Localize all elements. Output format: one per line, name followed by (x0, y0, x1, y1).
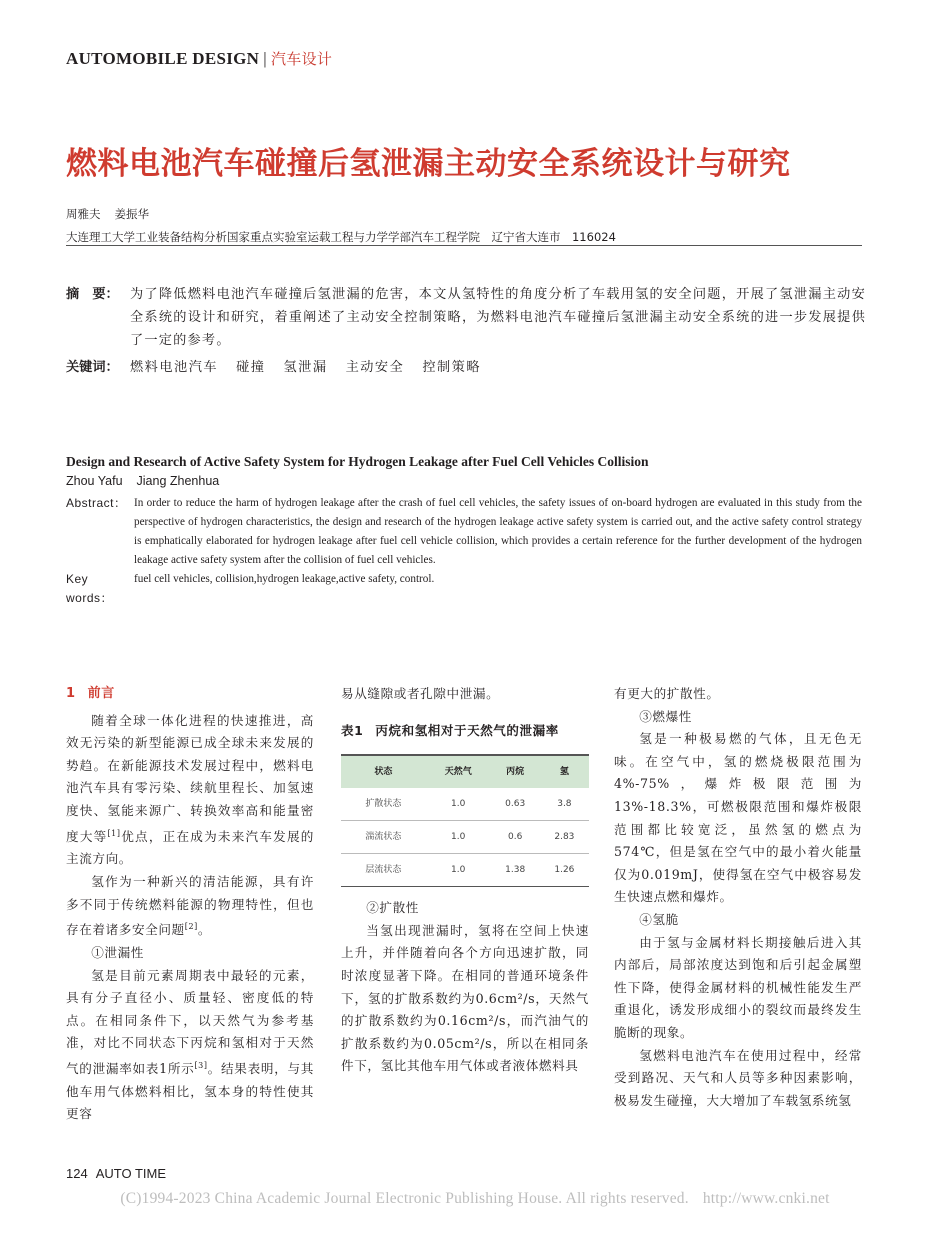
table-cell: 1.0 (426, 854, 491, 887)
leak-rate-table (341, 754, 589, 887)
subheading: ②扩散性 (366, 900, 419, 916)
table-number: 表1 (341, 722, 364, 738)
body-column-3 (614, 683, 862, 1112)
table-cell: 扩散状态 (341, 788, 426, 821)
english-title: Design and Research of Active Safety System for Hydrogen Leakage after Fuel Cell Vehicles Collision (66, 454, 649, 469)
table-row (341, 821, 589, 854)
header-separator: | (263, 49, 267, 68)
citation: [1] (107, 828, 121, 838)
table-cell: 1.0 (426, 821, 491, 854)
keyword: 碰撞 (236, 360, 266, 375)
abstract-label: 摘 要： (66, 287, 119, 302)
table-header-row (341, 755, 589, 788)
abstract-text: 为了降低燃料电池汽车碰撞后氢泄漏的危害，本文从氢特性的角度分析了车载用氢的安全问题，开展了氢泄漏主动安全系统的设计和研究，着重阐述了主动安全控制策略，为燃料电池汽车碰撞后氢泄漏主动安全系统的进一步发展提供了一定的参考。 (130, 287, 866, 348)
english-abstract-text: In order to reduce the harm of hydrogen leakage after the crash of fuel cell vehicles, the safety issues of on-board hydrogen are evaluated in this study from the perspective of hydrogen characteristics, the design and research of the hydrogen leakage active safety system is carried out, and the active safety control strategy is emphatically elaborated for hydrogen leakage after fuel cell vehicle collision, which provides a certain reference for the further development of the hydrogen leakage active safety system after the collision of fuel cell vehicles. (134, 497, 862, 566)
keyword: 控制策略 (422, 360, 482, 375)
footer-journal: AUTO TIME (95, 1166, 167, 1181)
subheading: ④氢脆 (639, 911, 679, 927)
english-abstract-block (66, 494, 862, 608)
subheading: ③燃爆性 (639, 708, 692, 724)
table-caption (341, 720, 589, 743)
english-author-1: Zhou Yafu (66, 474, 123, 488)
paragraph: 当氢出现泄漏时，氢将在空间上快速上升，并伴随着向各个方向迅速扩散，同时浓度显著下降。在相同的普通环境条件下，氢的扩散系数约为0.6cm²/s，天然气的扩散系数约为0.16cm²/s，而汽油气的扩散系数约为0.05cm²/s，所以在相同条件下，氢比其他车用气体或者液体燃料具 (341, 922, 589, 1074)
body-column-1 (66, 683, 314, 1126)
keyword: 氢泄漏 (283, 360, 328, 375)
table-cell: 1.38 (491, 854, 540, 887)
keyword: 主动安全 (345, 360, 405, 375)
author-list (66, 206, 163, 222)
journal-header (66, 48, 332, 69)
paragraph: 易从缝隙或者孔隙中泄漏。 (341, 686, 500, 701)
paragraph: 氢作为一种新兴的清洁能源，具有许多不同于传统燃料能源的物理特性，但也存在着诸多安全问题[2]。 (66, 873, 314, 938)
table-cell: 1.26 (540, 854, 589, 887)
author-2: 姜振华 (114, 207, 149, 221)
journal-name-cn: 汽车设计 (270, 50, 333, 68)
table-cell: 层流状态 (341, 854, 426, 887)
table-cell: 1.0 (426, 788, 491, 821)
copyright-watermark (0, 1190, 950, 1208)
table-title: 丙烷和氢相对于天然气的泄漏率 (375, 722, 559, 738)
table-cell: 0.63 (491, 788, 540, 821)
table-cell: 3.8 (540, 788, 589, 821)
paper-title: 燃料电池汽车碰撞后氢泄漏主动安全系统设计与研究 (66, 146, 791, 182)
english-authors (66, 474, 233, 488)
english-keywords-label: Key words： (66, 572, 114, 605)
header-divider (66, 245, 862, 246)
section-title: 前言 (87, 686, 115, 701)
keywords-label: 关键词： (66, 360, 119, 375)
table-cell: 0.6 (491, 821, 540, 854)
paragraph: 氢是一种极易燃的气体，且无色无味。在空气中，氢的燃烧极限范围为4%-75%，爆炸极限范围为13%-18.3%，可燃极限范围和爆炸极限范围都比较宽泛，虽然氢的燃点为574℃，但是氢在空气中的最小着火能量仅为0.019mJ，使得氢在空气中极容易发生快速点燃和爆炸。 (614, 731, 862, 905)
table-cell: 2.83 (540, 821, 589, 854)
journal-name-en: AUTOMOBILE DESIGN (66, 49, 260, 68)
page-number: 124 (66, 1166, 88, 1181)
copyright-text: (C)1994-2023 China Academic Journal Electronic Publishing House. All rights reserved. (120, 1190, 689, 1207)
table-row (341, 788, 589, 821)
english-abstract-label: Abstract： (66, 496, 127, 510)
paragraph: 由于氢与金属材料长期接触后进入其内部后，局部浓度达到饱和后引起金属塑性下降，使得金属材料的机械性能发生严重退化，诱发形成细小的裂纹而最终发生脆断的现象。 (614, 934, 862, 1040)
english-author-2: Jiang Zhenhua (136, 474, 220, 488)
paragraph: 有更大的扩散性。 (614, 686, 720, 701)
keywords-list (130, 356, 499, 379)
paragraph: 氢燃料电池汽车在使用过程中，经常受到路况、天气和人员等多种因素影响，极易发生碰撞，大大增加了车载氢系统氢 (614, 1047, 862, 1108)
body-column-2 (341, 683, 589, 1078)
column-header: 丙烷 (491, 755, 540, 788)
english-keywords-text: fuel cell vehicles, collision,hydrogen leakage,active safety, control. (134, 573, 435, 585)
table-row (341, 854, 589, 887)
subheading: ①泄漏性 (91, 944, 144, 960)
author-1: 周雅夫 (66, 207, 101, 221)
page-footer (66, 1166, 166, 1181)
column-header: 氢 (540, 755, 589, 788)
column-header: 天然气 (426, 755, 491, 788)
paragraph: 氢是目前元素周期表中最轻的元素，具有分子直径小、质量轻、密度低的特点。在相同条件下，以天然气为参考基准，对比不同状态下丙烷和氢相对于天然气的泄漏率如表1所示[3]。结果表明，与其他车用气体燃料相比，氢本身的特性使其更容 (66, 967, 314, 1122)
section-heading (66, 683, 314, 706)
section-number: 1 (66, 686, 76, 701)
abstract-block (66, 283, 866, 379)
affiliation: 大连理工大学工业装备结构分析国家重点实验室运载工程与力学学部汽车工程学院 辽宁省大连市 116024 (66, 230, 616, 244)
citation: [2] (184, 922, 198, 932)
paragraph: 随着全球一体化进程的快速推进，高效无污染的新型能源已成全球未来发展的势趋。在新能源技术发展过程中，燃料电池汽车具有零污染、续航里程长、加氢速度快、氢能来源广、转换效率高和能量密度大等[1]优点，正在成为未来汽车发展的主流方向。 (66, 712, 314, 867)
copyright-url: http://www.cnki.net (702, 1190, 830, 1207)
keyword: 燃料电池汽车 (130, 360, 219, 375)
column-header: 状态 (341, 755, 426, 788)
citation: [3] (194, 1060, 208, 1070)
table-cell: 湍流状态 (341, 821, 426, 854)
